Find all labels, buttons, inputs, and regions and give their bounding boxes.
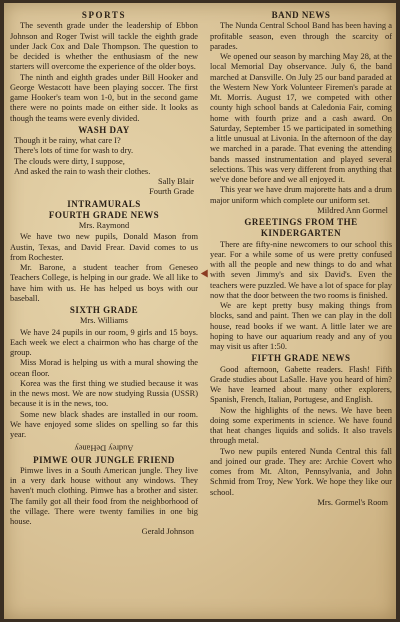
fifth-grade-heading: FIFTH GRADE NEWS [251,353,351,364]
poem-line: Though it be rainy, what care I? [14,136,121,145]
fifth-grade-author: Mrs. Gormel's Room [317,497,388,507]
kindergarten-heading-line-2: KINDERGARTEN [260,228,342,239]
sports-heading: SPORTS [81,10,127,20]
fourth-grade-heading: FOURTH GRADE NEWS [48,209,160,220]
wash-day-poem [10,136,198,177]
poem-line: There's lots of time for wash to dry. [14,146,134,156]
wash-day-author: Sally Blair [157,177,194,186]
sixth-grade-paragraph-1: We have 24 pupils in our room, 9 girls and 15 boys. Each week we elect a chairmon who has charge of the group. [10,327,198,357]
newsletter-page [4,3,396,619]
sixth-grade-teacher: Mrs. Williams [80,316,128,326]
fourth-grade-teacher: Mrs. Raymond [78,221,130,230]
sixth-grade-paragraph-2: Miss Morad is helping us with a mural showing the ocean floor. [10,358,198,378]
band-author: Mildred Ann Gormel [317,205,388,215]
band-paragraph-1: The Nunda Central School Band has been having a profitable season, even through the scarcity of parades. [210,21,392,51]
fifth-grade-paragraph-3: Two new pupils entered Nunda Central this fall and joined our grade. They are: Archie Covert who comes from Mt. Alton, Pennsylvania, and John Schmid from Troy, New York. We hope they like our school. [210,446,392,497]
band-paragraph-3: This year we have drum majorette hats and a drum major uniform which complete our uniform set. [210,185,392,205]
sixth-grade-author-upside-down: Audrey DeHaney [74,443,134,453]
pimwe-author: Gerald Johnson [141,527,194,537]
poem-line: The clouds were dirty, I suppose, [14,156,125,166]
wash-day-heading: WASH DAY [78,124,130,135]
right-column [210,9,392,508]
band-heading: BAND NEWS [271,10,331,20]
sixth-grade-paragraph-4: Some new black shades are installed in our room. We have enjoyed some slides on spelling so far this year. [10,409,198,439]
band-paragraph-2: We opened our season by marching May 28, at the local Memorial Day observance. July 6, the band marched at Dansville. On July 25 our band paraded at the Western New York Volunteer Firemen's parade at Mt. Morris. August 17, we competed with other county high school bands at Caledonia Fair, coming home with fourth prize and a cash award. On Saturday, September 15 we participated in something a little unusual at Livonia. In the afternoon of the day we marched in a parade. That evening the attending bands massed instrumentation and played several selections. This was very different from anything that we've done before and we all enjoyed it. [210,52,392,184]
poem-line: And asked the rain to wash their clothes. [14,166,151,176]
left-column [10,9,198,538]
fifth-grade-paragraph-1: Good afternoon, Gabette readers. Flash! Fifth Grade studies about LaSalle. Have you heard of him? We have learned about many other explorers, Spanish, French, Italian, Portugese, and English. [210,364,392,405]
kindergarten-heading-line-1: GREETINGS FROM THE [244,217,358,227]
fifth-grade-paragraph-2: Now the highlights of the news. We have been doing some experiments in science. We have found that heat changes liquids and solids. It also travels through metal. [210,405,392,446]
kindergarten-paragraph-1: There are fifty-nine newcomers to our school this year. For a while some of us were pretty confused with all the people and new things to do and what with seven Jimmy's and six David's. Even the teachers were puzzled. We have a lot of space for play now that the door between the two rooms is finished. [210,239,392,300]
sports-paragraph-2: The ninth and eighth grades under Bill Hooker and George Westacott have been playing soccer. The first game Hooker's team won 1-0, but in the second game there were no points made on either side. It looks as though the teams were evenly divided. [10,72,198,123]
sixth-grade-heading: SIXTH GRADE [69,305,139,315]
intramurals-heading: INTRAMURALS [67,198,141,209]
pimwe-heading: PIMWE OUR JUNGLE FRIEND [33,454,175,465]
fourth-grade-paragraph-1: We have two new pupils, Donald Mason from Austin, Texas, and David Frear. David comes to us from Rochester. [10,232,198,262]
pimwe-paragraph: Pimwe lives in a South American jungle. They live in a very dark house without any windows. They haven't much clothing. Pimwe has a brother and sister. The family got all their food from the neighborhood of the village. There were twenty families in one big house. [10,465,198,526]
sixth-grade-paragraph-3: Korea was the first thing we studied because it was in the news most. We are now studying Russia (USSR) because it is in the news, too. [10,378,198,409]
fourth-grade-paragraph-2: Mr. Barone, a student teacher from Geneseo Teachers College, is helping in our grade. We all like to have him with us. He has helped us boys with our baseball. [10,263,198,303]
kindergarten-paragraph-2: We are kept pretty busy making things from blocks, sand and paint. Then we can play in the doll house, read books if we want. A little later we are hoping to have our aquarium ready and any of you may visit us after 1:50. [210,301,392,351]
sports-paragraph-1: The seventh grade under the leadership of Ebbon Johnson and Roger Twist will tackle the eighth grade under Jack Cox and Dale Thompson. The question to be decided is whether the enthusiasm of the new starters will overcome the experience of the older boys. [10,21,198,72]
wash-day-grade: Fourth Grade [149,187,194,197]
